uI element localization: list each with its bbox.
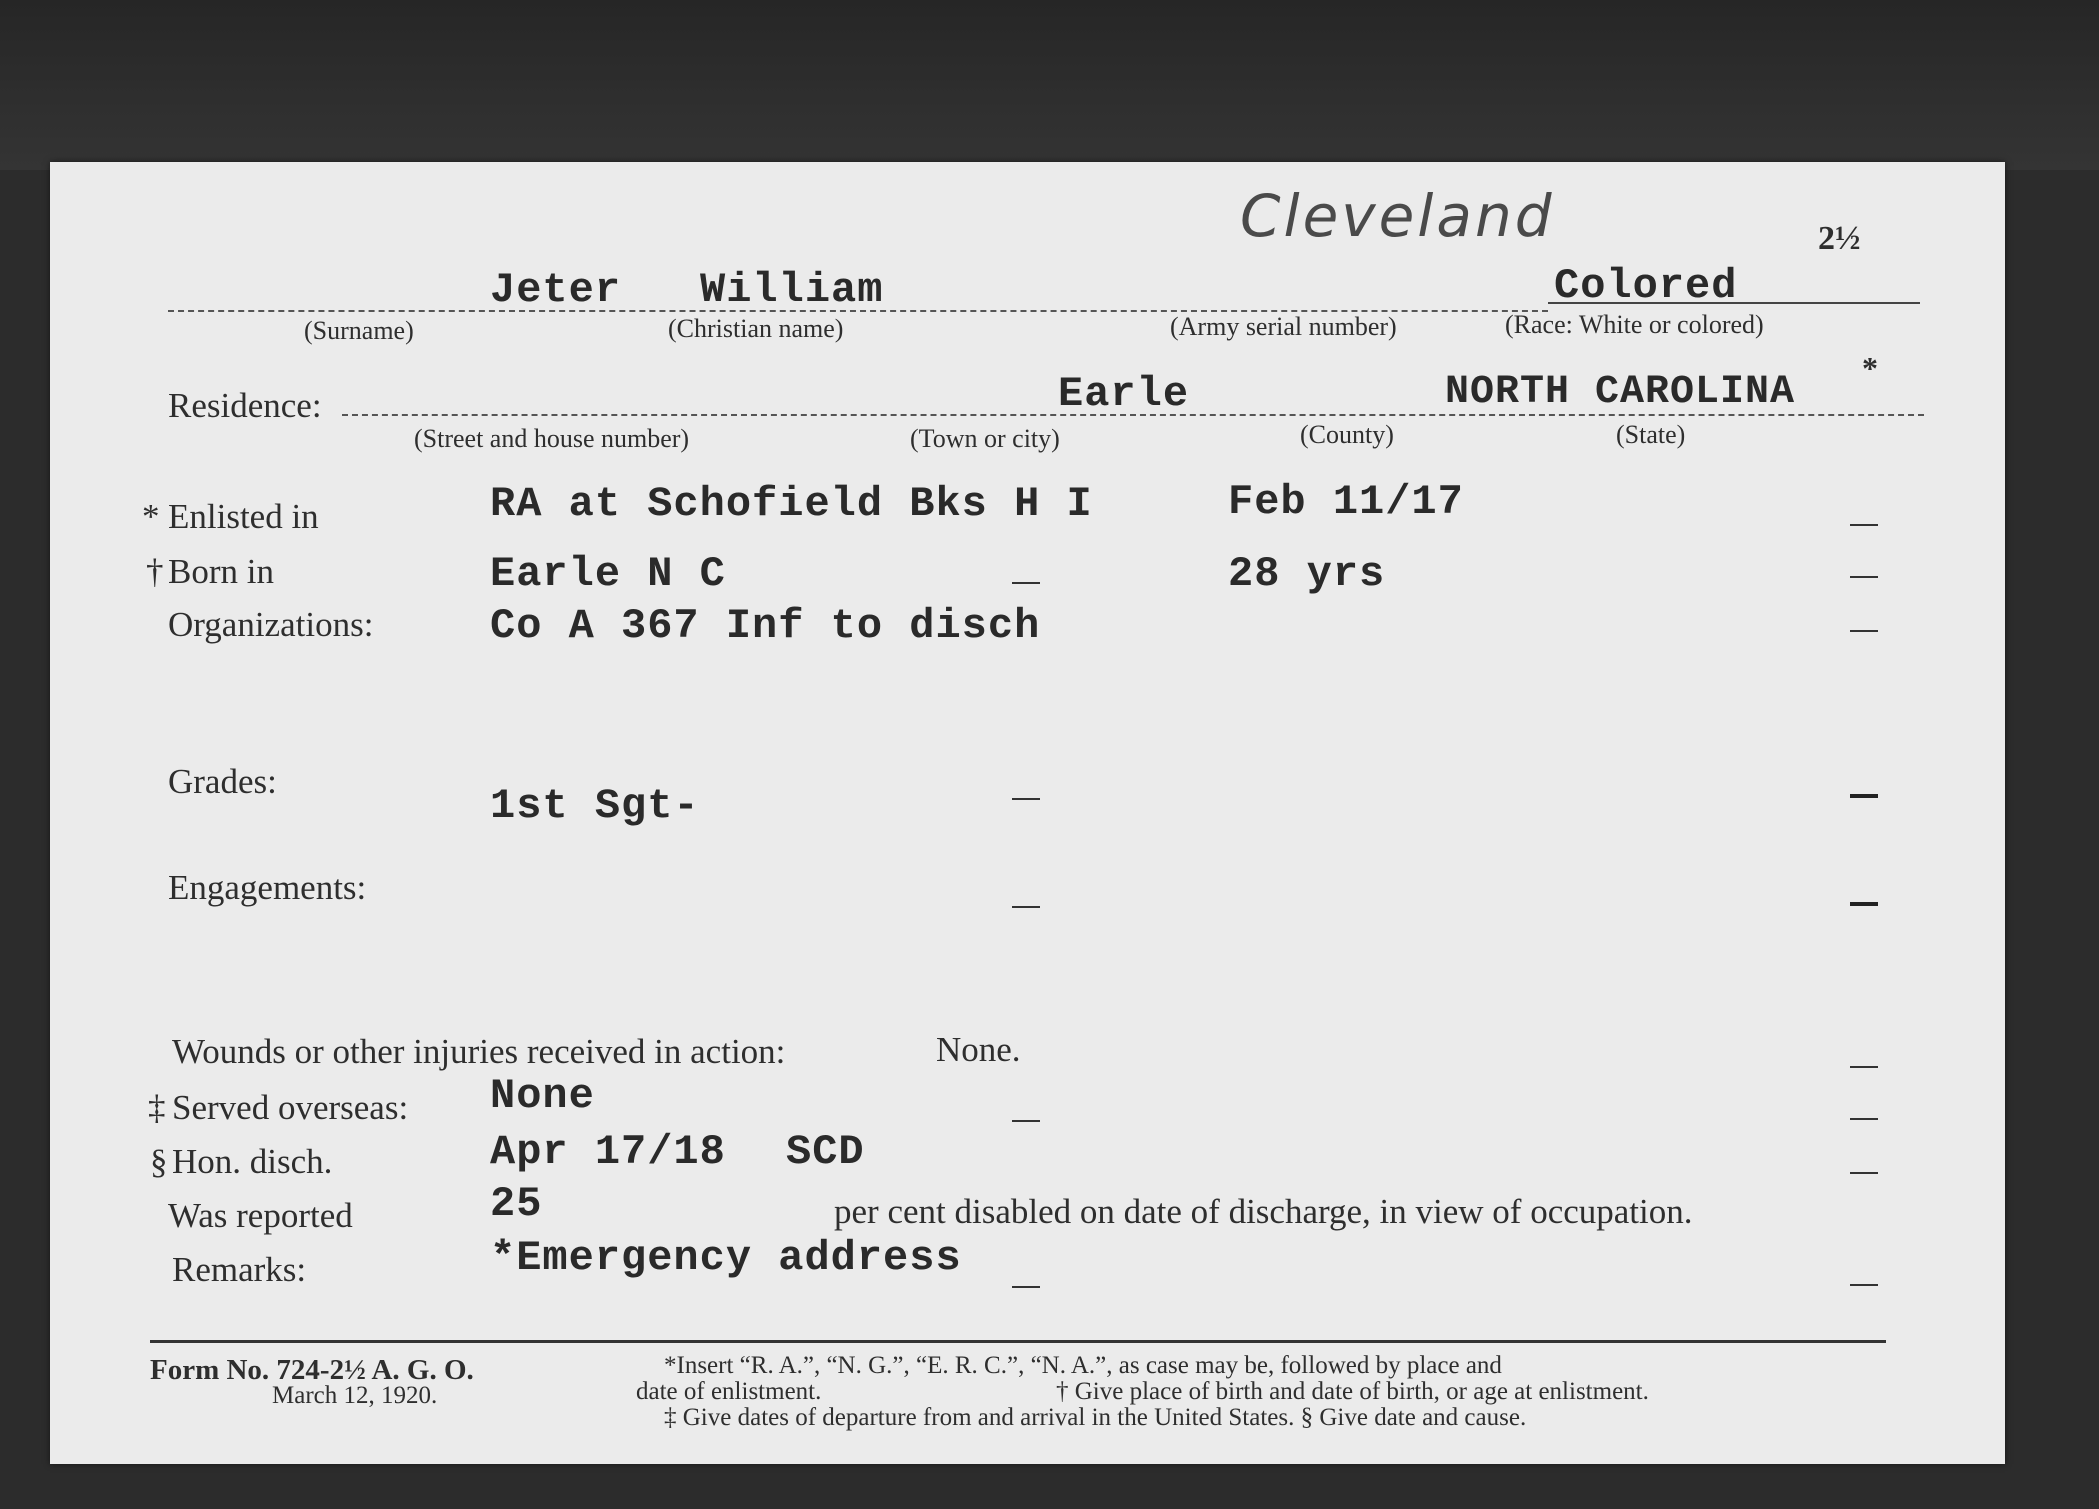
remarks-end-dash (1850, 1284, 1878, 1286)
organizations-value: Co A 367 Inf to disch (490, 602, 1041, 650)
discharge-mark: § (150, 1142, 168, 1181)
born-end-dash (1850, 576, 1878, 578)
engagements-mid-dash (1012, 906, 1040, 908)
remarks-label: Remarks: (172, 1250, 307, 1289)
born-value: Earle N C (490, 550, 726, 598)
overseas-mark: ‡ (148, 1088, 166, 1127)
grades-value: 1st Sgt- (490, 782, 700, 830)
footer-rule (150, 1340, 1886, 1343)
grades-label: Grades: (168, 762, 277, 801)
surname-value: Jeter (490, 266, 622, 314)
organizations-end-dash (1850, 630, 1878, 632)
enlisted-mark: * (142, 497, 160, 536)
born-label: Born in (168, 552, 274, 591)
residence-asterisk: * (1862, 350, 1878, 386)
county-caption: (County) (1300, 420, 1394, 449)
born-mark: † (146, 552, 164, 591)
residence-town-value: Earle (1058, 370, 1190, 418)
discharge-end-dash (1850, 1172, 1878, 1174)
discharge-label: Hon. disch. (172, 1142, 333, 1181)
army-serial-caption: (Army serial number) (1170, 312, 1397, 341)
discharge-date: Apr 17/18 (490, 1128, 726, 1176)
overseas-mid-dash (1012, 1120, 1040, 1122)
engagements-label: Engagements: (168, 868, 367, 907)
overseas-end-dash (1850, 1118, 1878, 1120)
reported-label: Was reported (168, 1196, 353, 1235)
race-line (1548, 302, 1920, 304)
surname-caption: (Surname) (304, 316, 414, 345)
footnote-birth: † Give place of birth and date of birth, or age at enlistment. (1056, 1378, 1649, 1405)
remarks-mid-dash (1012, 1286, 1040, 1288)
discharge-cause: SCD (786, 1128, 865, 1176)
reported-value: 25 (490, 1180, 543, 1228)
form-date: March 12, 1920. (272, 1382, 438, 1409)
draft-card (50, 162, 2005, 1464)
overseas-value: None (490, 1072, 595, 1120)
residence-line (342, 414, 1924, 416)
footnote-enlistment: *Insert “R. A.”, “N. G.”, “E. R. C.”, “N. A.”, as case may be, followed by place and (664, 1352, 1502, 1379)
residence-state-value: NORTH CAROLINA (1445, 370, 1796, 415)
form-title: Form No. 724-2½ A. G. O. (150, 1354, 474, 1386)
christian-name-value: William (700, 266, 884, 314)
footnote-overseas-discharge: ‡ Give dates of departure from and arrival in the United States. § Give date and cause. (664, 1404, 1527, 1431)
grades-end-dash (1850, 794, 1878, 798)
organizations-label: Organizations: (168, 605, 374, 644)
residence-label: Residence: (168, 386, 322, 425)
born-mid-dash (1012, 582, 1040, 584)
form-number-mark: 2½ (1818, 220, 1861, 257)
race-value: Colored (1554, 262, 1738, 310)
remarks-value: *Emergency address (490, 1234, 962, 1282)
enlisted-date: Feb 11/17 (1228, 478, 1464, 526)
enlisted-end-dash (1850, 524, 1878, 526)
born-age: 28 yrs (1228, 550, 1386, 598)
background-top (0, 0, 2099, 170)
footnote-enlistment-cont: date of enlistment. (636, 1378, 822, 1405)
enlisted-value: RA at Schofield Bks H I (490, 480, 1093, 528)
street-caption: (Street and house number) (414, 424, 690, 453)
wounds-end-dash (1850, 1066, 1878, 1068)
town-caption: (Town or city) (910, 424, 1060, 453)
wounds-label: Wounds or other injuries received in action: (172, 1032, 786, 1071)
race-caption: (Race: White or colored) (1505, 310, 1764, 339)
enlisted-label: Enlisted in (168, 497, 319, 536)
engagements-end-dash (1850, 902, 1878, 906)
county-handwritten: Cleveland (1240, 182, 1555, 250)
reported-text: per cent disabled on date of discharge, in view of occupation. (834, 1192, 1693, 1231)
state-caption: (State) (1616, 420, 1686, 449)
overseas-label: Served overseas: (172, 1088, 409, 1127)
wounds-value: None. (936, 1030, 1021, 1069)
grades-mid-dash (1012, 798, 1040, 800)
christian-name-caption: (Christian name) (668, 314, 844, 343)
